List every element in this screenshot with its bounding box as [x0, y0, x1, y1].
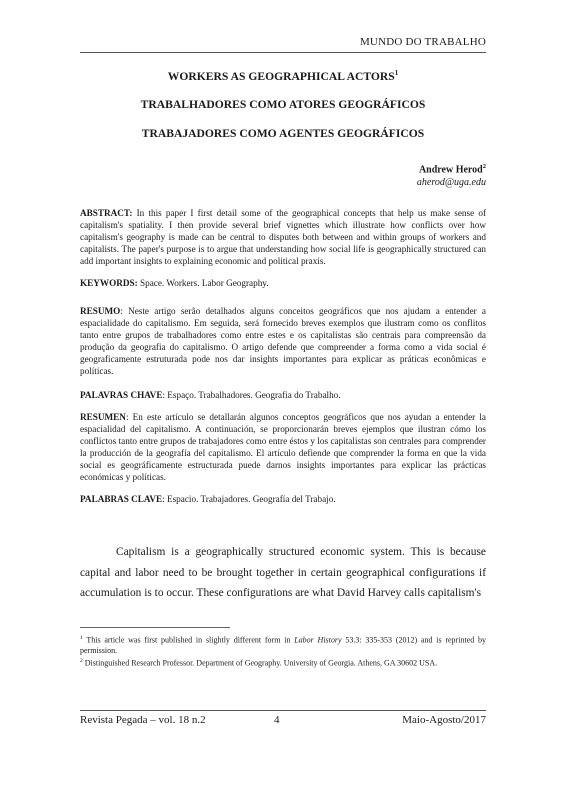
title-portuguese: TRABALHADORES COMO ATORES GEOGRÁFICOS: [140, 98, 426, 111]
footnote-1-journal: Labor History: [294, 635, 342, 645]
footer-journal: Revista Pegada – vol. 18 n.2: [80, 714, 206, 726]
palavras-chave: [80, 390, 486, 402]
abstract-label: ABSTRACT:: [80, 208, 133, 218]
footnote-2: [80, 656, 486, 669]
resumo-text: : Neste artigo serão detalhados alguns conceitos geográficos que nos ajudam a entender a espacialidade do capitalismo. Em seguida, será fornecido breves exemplos que ilustram como os conflitos tanto entre grupos de trabalhadores como entre estes e os capitalistas são centrais para compreensão da produção da geografia do capitalismo. O artigo defende que compreender a forma como a vida social é geograficamente estruturada pode nos dar insights importantes para explicar as práticas econômicas e políticas.: [80, 306, 486, 376]
author-block: [417, 160, 486, 189]
footnote-1: [80, 633, 486, 656]
author-name: [417, 160, 486, 176]
footnote-1-pre: This article was first published in slightly different form in: [82, 635, 295, 645]
body-paragraph: Capitalism is a geographically structured economic system. This is because capital and labor need to be brought together in certain geographical configurations if accumulation is to occur. These configurations are what David Harvey calls capitalism's: [80, 546, 486, 599]
footer-page-number: 4: [274, 714, 280, 726]
palavras-chave-label: PALAVRAS CHAVE: [80, 390, 163, 400]
keywords: [80, 278, 486, 290]
resumen-text: : En este artículo se detallarán algunos conceptos geográficos que nos ayudan a entender la espacialidad del capitalismo. A continuación, se proporcionarán breves ejemplos que ilustran cómo los conflictos tanto entre grupos de trabajadores como entre éstos y los capitalistas son centrales para comprender la producción de la geografía del capitalismo. El artículo defiende que comprender la forma en que la vida social es geográficamente estructurada puede darnos insights importantes para explicar las prácticas económicas y políticas.: [80, 412, 486, 482]
title-english-text: WORKERS AS GEOGRAPHICAL ACTORS: [167, 69, 395, 83]
footer-rule: [80, 710, 486, 711]
footnote-rule: [80, 627, 230, 628]
running-header: MUNDO DO TRABALHO: [359, 36, 486, 48]
footnote-2-text: Distinguished Research Professor. Department of Geography. University of Georgia. Athens, GA 30602 USA.: [82, 659, 438, 669]
footer-issue-period: Maio-Agosto/2017: [402, 714, 486, 726]
palavras-chave-text: : Espaço. Trabalhadores. Geografia do Trabalho.: [162, 390, 341, 400]
header-rule: [80, 52, 486, 53]
resumo-label: RESUMO: [80, 306, 121, 316]
palabras-clave-text: : Espacio. Trabajadores. Geografía del Trabajo.: [162, 494, 336, 504]
footnotes: [80, 633, 486, 670]
footnote-1-mark: 1: [80, 635, 83, 641]
keywords-text: Space. Workers. Labor Geography.: [139, 278, 269, 288]
palabras-clave-label: PALABRAS CLAVE: [80, 494, 163, 504]
abstract: [80, 208, 486, 268]
keywords-label: KEYWORDS:: [80, 278, 138, 288]
author-name-text: Andrew Herod: [418, 164, 483, 176]
footnote-1-post: 53.3: 335-353 (2012) and is reprinted by permission.: [80, 635, 486, 656]
author-email[interactable]: aherod@uga.edu: [416, 177, 486, 189]
resumen-label: RESUMEN: [80, 412, 126, 422]
title-footnote-mark: 1: [394, 69, 399, 77]
title-spanish: TRABAJADORES COMO AGENTES GEOGRÁFICOS: [141, 127, 425, 140]
author-footnote-mark: 2: [482, 163, 486, 170]
abstract-text: In this paper I first detail some of the geographical concepts that help us make sense of capitalism's spatiality. I then provide several brief vignettes which illustrate how conflicts over how capitalism's geography is made can be central to disputes both between and within groups of workers and capitalists. The paper's purpose is to argue that understanding how social life is geographically structured can add important insights to explaining economic and political praxis.: [80, 208, 486, 266]
resumo: [80, 306, 486, 377]
footnote-2-mark: 2: [80, 658, 83, 665]
title-english: [80, 69, 486, 83]
resumen: [80, 412, 486, 483]
palabras-clave: [80, 494, 486, 506]
